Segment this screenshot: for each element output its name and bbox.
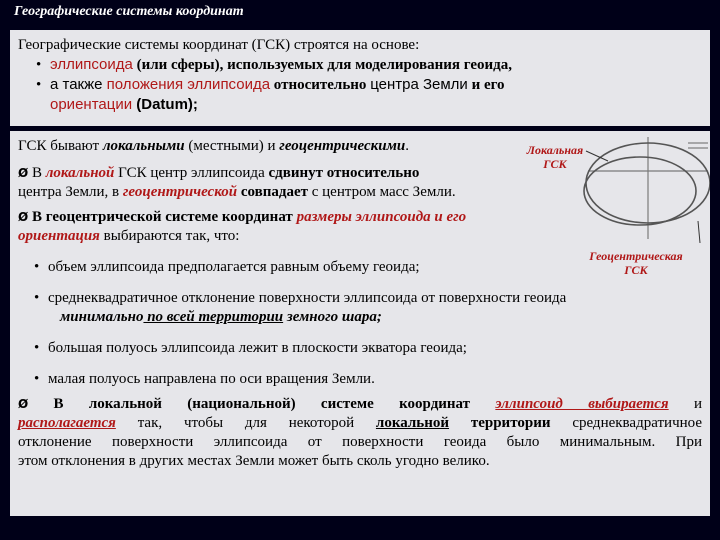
slide-title: Географические системы координат: [14, 4, 244, 19]
arrow-bullet-icon: Ø: [18, 166, 29, 180]
intro-panel: [10, 30, 710, 126]
intro-line: Географические системы координат (ГСК) строятся на основе:: [18, 37, 420, 53]
bullet-icon: •: [36, 57, 42, 73]
list-item: • объем эллипсоида предполагается равным объему геоида;: [34, 259, 420, 275]
label-geocentric-gsk: Геоцентрическая ГСК: [589, 249, 683, 277]
label-local-gsk: Локальная ГСК: [526, 143, 584, 171]
local-system-paragraph: Ø В локальной (национальной) системе координат эллипсоид выбирается и располагается так, чтобы для некоторой локальной территории среднеквадратичное отклонение поверхности эллипсоида от поверхности геоида было минимальным. При этом отклонения в других местах Земли может быть сколь угодно велико.: [18, 396, 703, 469]
intro-bullet-2: • а также положения эллипсоида относительно центра Земли и его: [36, 76, 505, 93]
arrow-bullet-icon: Ø: [18, 210, 29, 224]
bullet-icon: •: [34, 290, 40, 306]
arrow-bullet-icon: Ø: [18, 397, 29, 411]
list-item: • большая полуось эллипсоида лежит в плоскости экватора геоида;: [34, 340, 467, 356]
bullet-icon: •: [34, 340, 40, 356]
local-geo-paragraph: Ø В локальной ГСК центр эллипсоида сдвинут относительно центра Земли, в геоцентрической совпадает с центром масс Земли.: [18, 165, 456, 200]
bullet-icon: •: [34, 371, 40, 387]
bullet-icon: •: [36, 77, 42, 93]
bullet-icon: •: [34, 259, 40, 275]
intro-bullet-2-cont: ориентации (Datum);: [50, 96, 198, 113]
types-line: ГСК бывают локальными (местными) и геоцентрическими.: [18, 138, 409, 154]
list-item: • среднеквадратичное отклонение поверхности эллипсоида от поверхности геоида минимально по всей территории земного шара;: [34, 290, 567, 325]
list-item: • малая полуось направлена по оси вращения Земли.: [34, 371, 375, 387]
geocentric-paragraph: Ø В геоцентрической системе координат размеры эллипсоида и его ориентация выбираются так, что:: [18, 209, 467, 244]
main-panel: [10, 131, 710, 516]
intro-bullet-1: • эллипсоида (или сферы), используемых для моделирования геоида,: [36, 56, 512, 73]
